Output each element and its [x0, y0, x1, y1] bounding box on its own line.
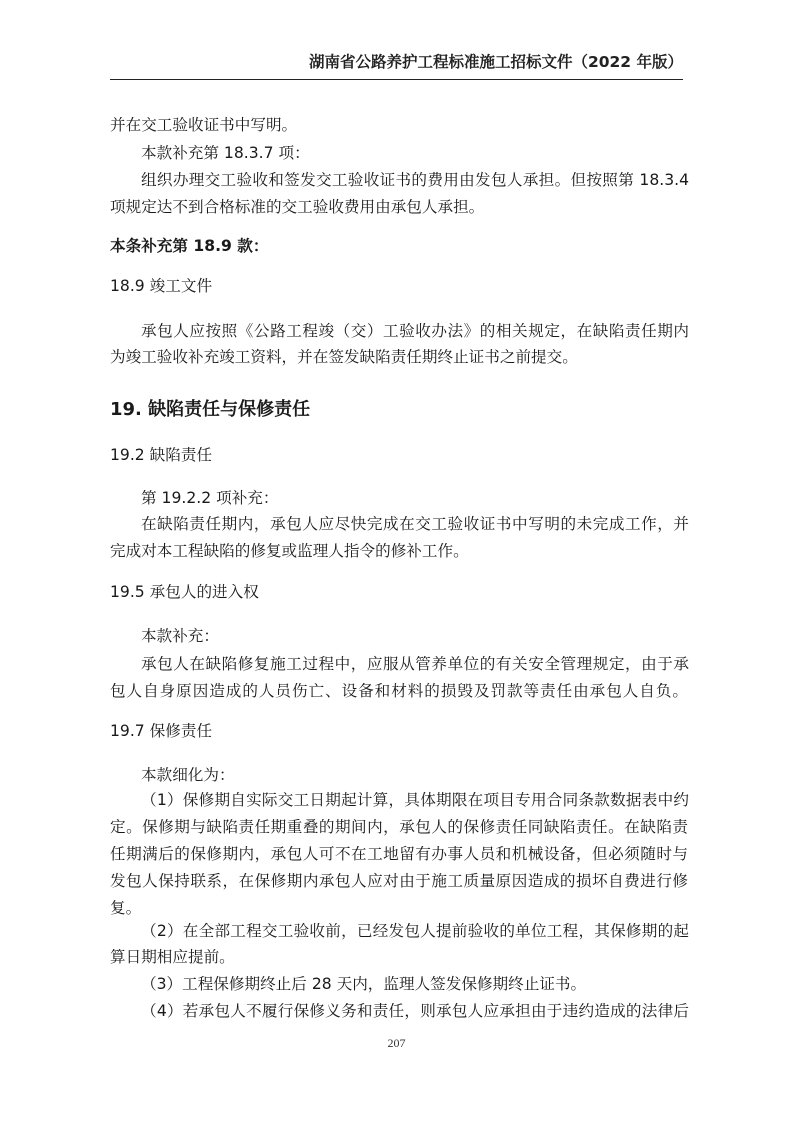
text-line: 定。保修期与缺陷责任期重叠的期间内，承包人的保修责任同缺陷责任。在缺陷责 [110, 818, 688, 836]
text-line: （4）若承包人不履行保修义务和责任，则承包人应承担由于违约造成的法律后 [141, 1002, 689, 1020]
text-line: 复。 [110, 899, 142, 917]
document-header: 湖南省公路养护工程标准施工招标文件（2022 年版） [308, 53, 683, 71]
text-line: 发包人保持联系，在保修期内承包人应对由于施工质量原因造成的损坏自费进行修 [110, 872, 688, 890]
section-heading-19-2: 19.2 缺陷责任 [110, 446, 213, 464]
header-rule [110, 79, 683, 80]
section-heading-18-9: 18.9 竣工文件 [110, 277, 213, 295]
clause-note: 本款补充： [141, 627, 219, 645]
section-heading-19-5: 19.5 承包人的进入权 [110, 583, 259, 601]
text-line: 在缺陷责任期内，承包人应尽快完成在交工验收证书中写明的未完成工作，并 [141, 515, 689, 533]
section-heading-19-7: 19.7 保修责任 [110, 722, 213, 740]
chapter-heading-19: 19. 缺陷责任与保修责任 [110, 399, 311, 420]
text-line: 组织办理交工验收和签发交工验收证书的费用由发包人承担。但按照第 18.3.4 [141, 171, 689, 189]
clause-note: 第 19.2.2 项补充： [141, 489, 279, 507]
text-line: 为竣工验收补充竣工资料，并在签发缺陷责任期终止证书之前提交。 [110, 348, 578, 366]
clause-note: 本款细化为： [141, 766, 235, 784]
clause-note: 本款补充第 18.3.7 项： [141, 144, 310, 162]
text-line: 项规定达不到合格标准的交工验收费用由承包人承担。 [110, 198, 485, 216]
clause-note: 本条补充第 18.9 款： [110, 237, 269, 255]
text-line: 包人自身原因造成的人员伤亡、设备和材料的损毁及罚款等责任由承包人自负。 [110, 682, 688, 700]
text-line: 完成对本工程缺陷的修复或监理人指令的修补工作。 [110, 542, 469, 560]
page-number: 207 [387, 1036, 406, 1050]
text-line: （1）保修期自实际交工日期起计算，具体期限在项目专用合同条款数据表中约 [141, 791, 689, 809]
text-line: 承包人在缺陷修复施工过程中，应服从管养单位的有关安全管理规定，由于承 [141, 655, 689, 673]
text-line: 算日期相应提前。 [110, 948, 235, 966]
text-line: 任期满后的保修期内，承包人可不在工地留有办事人员和机械设备，但必须随时与 [110, 845, 688, 863]
text-line: （3）工程保修期终止后 28 天内，监理人签发保修期终止证书。 [141, 975, 587, 993]
text-line: （2）在全部工程交工验收前，已经发包人提前验收的单位工程，其保修期的起 [141, 922, 689, 940]
text-line: 承包人应按照《公路工程竣（交）工验收办法》的相关规定，在缺陷责任期内 [141, 322, 689, 340]
text-line: 并在交工验收证书中写明。 [110, 116, 298, 134]
